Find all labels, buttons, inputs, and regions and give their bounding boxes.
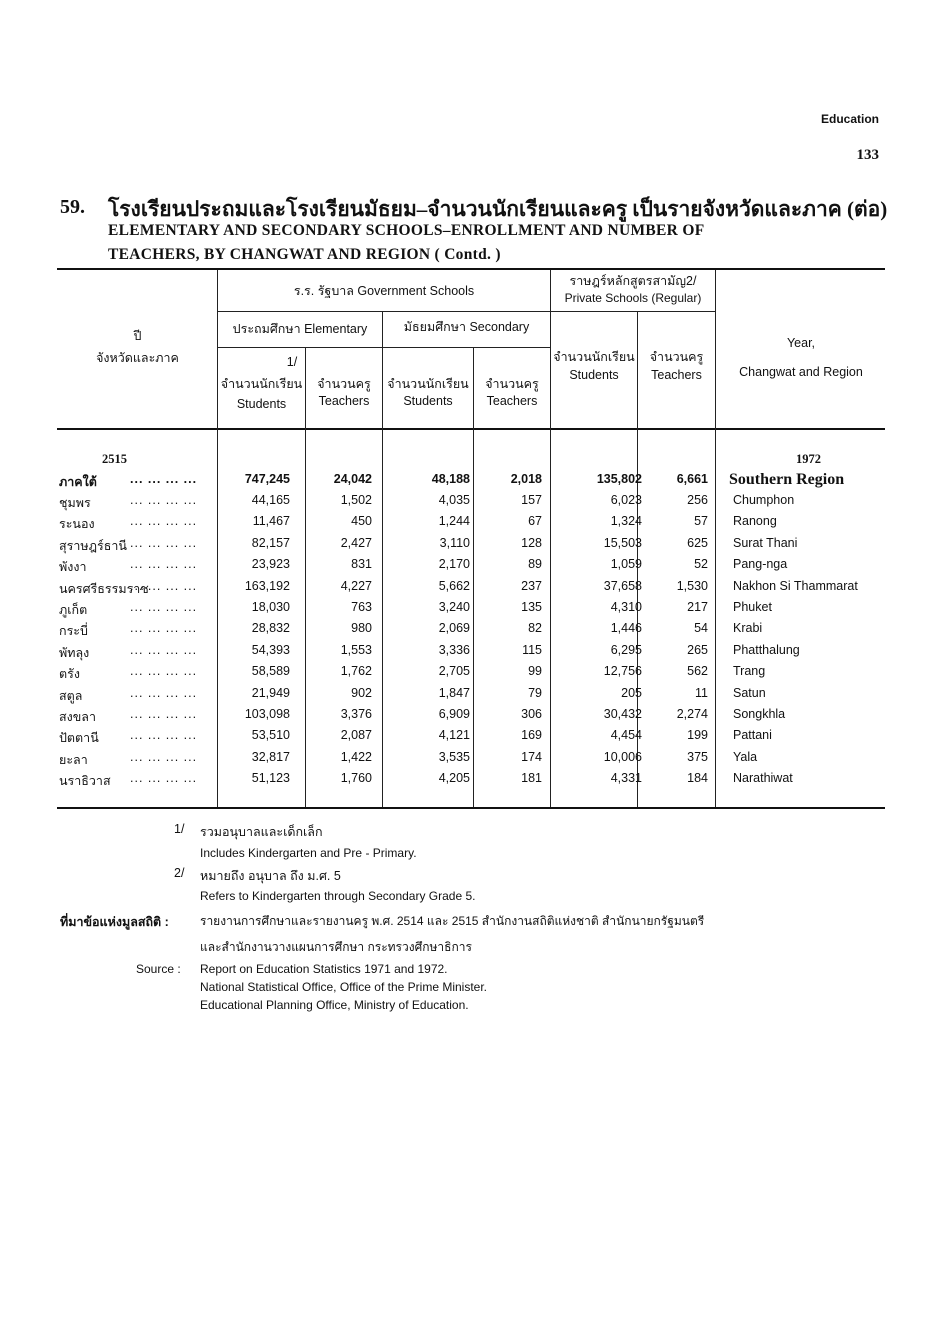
cell-priv-teachers: 375 xyxy=(687,749,708,764)
province-name-th: สงขลา xyxy=(59,710,96,724)
year-row xyxy=(56,452,886,473)
priv-students-th: จำนวนนักเรียน xyxy=(553,350,635,364)
table-title-english-2: TEACHERS, BY CHANGWAT AND REGION ( Contd. ) xyxy=(108,246,501,263)
cell-elem-students: 21,949 xyxy=(251,685,290,700)
table-row xyxy=(56,750,886,771)
cell-elem-teachers: 24,042 xyxy=(333,472,372,486)
leader-dots: ... ... ... ... xyxy=(130,664,198,679)
table-row xyxy=(56,643,886,664)
table-row xyxy=(56,728,886,749)
cell-elem-teachers: 980 xyxy=(351,621,372,636)
cell-priv-students: 4,310 xyxy=(610,600,642,614)
cell-priv-teachers: 52 xyxy=(694,557,708,572)
table-title-thai: โรงเรียนประถมและโรงเรียนมัธยม–จำนวนนักเรียนและครู เป็นรายจังหวัดและภาค (ต่อ) xyxy=(108,197,888,221)
leader-dots: ... ... ... ... xyxy=(130,535,198,550)
cell-sec-students: 3,535 xyxy=(438,749,470,764)
cell-sec-teachers: 89 xyxy=(528,557,542,572)
cell-elem-students: 18,030 xyxy=(251,600,290,614)
cell-sec-students: 48,188 xyxy=(431,472,470,486)
elem-teachers-en: Teachers xyxy=(318,394,370,408)
cell-elem-students: 58,589 xyxy=(251,664,290,679)
cell-sec-teachers: 237 xyxy=(521,578,542,593)
table-top-rule xyxy=(57,268,885,270)
cell-priv-students: 205 xyxy=(621,685,642,700)
cell-elem-teachers: 763 xyxy=(351,600,372,614)
cell-elem-students: 103,098 xyxy=(244,707,290,721)
cell-priv-teachers: 199 xyxy=(687,728,708,743)
leader-dots: ... ... ... ... xyxy=(130,642,198,657)
province-name-en: Phuket xyxy=(733,600,772,614)
province-name-en: Trang xyxy=(733,664,766,679)
cell-sec-teachers: 2,018 xyxy=(510,472,542,486)
cell-sec-students: 6,909 xyxy=(438,707,470,721)
leader-dots: ... ... ... ... xyxy=(130,600,198,614)
cell-sec-students: 1,244 xyxy=(438,514,470,529)
cell-elem-students: 23,923 xyxy=(251,557,290,572)
cell-sec-students: 3,240 xyxy=(438,600,470,614)
province-name-th: สุราษฎร์ธานี xyxy=(59,538,127,553)
leader-dots: ... ... ... ... xyxy=(130,578,198,593)
cell-elem-students: 163,192 xyxy=(244,578,290,593)
province-name-en: Songkhla xyxy=(733,707,786,721)
cell-sec-students: 2,170 xyxy=(438,557,470,572)
province-name-th: นราธิวาส xyxy=(59,774,111,789)
priv-students-en: Students xyxy=(569,368,619,382)
secondary-header: มัธยมศึกษา Secondary xyxy=(403,320,530,334)
year-en: 1972 xyxy=(796,452,821,466)
cell-sec-students: 3,336 xyxy=(438,642,470,657)
leader-dots: ... ... ... ... xyxy=(130,493,198,507)
province-name-th: สตูล xyxy=(59,688,83,703)
cell-elem-teachers: 1,422 xyxy=(340,749,372,764)
cell-priv-teachers: 562 xyxy=(687,664,708,679)
page-number: 133 xyxy=(856,147,879,163)
elementary-header: ประถมศึกษา Elementary xyxy=(232,322,368,336)
cell-sec-teachers: 181 xyxy=(521,771,542,786)
priv-teachers-th: จำนวนครู xyxy=(649,350,704,364)
leader-dots: ... ... ... ... xyxy=(130,514,198,529)
cell-elem-teachers: 2,427 xyxy=(340,535,372,550)
cell-elem-teachers: 1,762 xyxy=(340,664,372,679)
stub-header-changwat-th: จังหวัดและภาค xyxy=(96,351,179,365)
header-bottom-rule xyxy=(57,428,885,430)
province-name-en: Yala xyxy=(733,749,758,764)
cell-sec-teachers: 306 xyxy=(521,707,542,721)
cell-priv-students: 1,324 xyxy=(610,514,642,529)
leader-dots: ... ... ... ... xyxy=(130,749,198,764)
cell-elem-teachers: 2,087 xyxy=(340,728,372,743)
cell-priv-students: 30,432 xyxy=(603,707,642,721)
cell-elem-teachers: 1,760 xyxy=(340,771,372,786)
province-name-th: นครศรีธรรมราช xyxy=(59,581,149,596)
cell-elem-teachers: 831 xyxy=(351,557,372,572)
table-number: 59. xyxy=(60,196,85,218)
footnote-2-thai: หมายถึง อนุบาล ถึง ม.ศ. 5 xyxy=(200,869,341,883)
source-thai-line-1: รายงานการศึกษาและรายงานครู พ.ศ. 2514 และ 2515 สำนักงานสถิติแห่งชาติ สำนักนายกรัฐมนตรี xyxy=(200,914,705,928)
province-name-th: ระนอง xyxy=(59,517,95,532)
cell-sec-students: 4,205 xyxy=(438,771,470,786)
cell-priv-students: 4,331 xyxy=(610,771,642,786)
leader-dots: ... ... ... ... xyxy=(130,557,198,572)
cell-priv-students: 10,006 xyxy=(603,749,642,764)
cell-priv-teachers: 625 xyxy=(687,535,708,550)
private-schools-header-en: Private Schools (Regular) xyxy=(564,291,702,305)
table-row xyxy=(56,579,886,600)
cell-sec-teachers: 67 xyxy=(528,514,542,529)
cell-elem-students: 82,157 xyxy=(251,535,290,550)
sec-students-en: Students xyxy=(403,394,453,408)
table-title-english-1: ELEMENTARY AND SECONDARY SCHOOLS–ENROLLMENT AND NUMBER OF xyxy=(108,222,705,239)
footnote-mark-1: 1/ xyxy=(286,355,298,369)
cell-priv-students: 135,802 xyxy=(596,472,642,486)
province-name-th: ชุมพร xyxy=(59,496,91,510)
cell-elem-students: 51,123 xyxy=(251,771,290,786)
province-name-en: Krabi xyxy=(733,621,763,636)
table-row xyxy=(56,707,886,728)
cell-priv-teachers: 2,274 xyxy=(676,707,708,721)
footnote-2-english: Refers to Kindergarten through Secondary Grade 5. xyxy=(200,889,476,903)
cell-sec-teachers: 128 xyxy=(521,535,542,550)
elem-students-th: จำนวนนักเรียน xyxy=(220,377,303,391)
cell-priv-students: 37,658 xyxy=(603,578,642,593)
cell-elem-students: 53,510 xyxy=(251,728,290,743)
source-thai-label: ที่มาข้อแห่งมูลสถิติ : xyxy=(60,915,169,929)
province-name-en: Phatthalung xyxy=(733,642,800,657)
province-name-th: ยะลา xyxy=(59,752,88,767)
cell-sec-students: 4,035 xyxy=(438,493,470,507)
province-name-th: ปัตตานี xyxy=(59,731,99,746)
leader-dots: ... ... ... ... xyxy=(130,685,198,700)
cell-priv-teachers: 6,661 xyxy=(676,472,708,486)
cell-sec-teachers: 115 xyxy=(522,642,542,657)
leader-dots: ... ... ... ... xyxy=(130,472,198,486)
cell-priv-teachers: 57 xyxy=(694,514,708,529)
cell-sec-teachers: 82 xyxy=(528,621,542,636)
region-row xyxy=(56,472,886,493)
cell-priv-teachers: 54 xyxy=(694,621,708,636)
source-thai-line-2: และสำนักงานวางแผนการศึกษา กระทรวงศึกษาธิการ xyxy=(200,940,472,954)
gov-schools-header: ร.ร. รัฐบาล Government Schools xyxy=(293,284,475,298)
cell-priv-students: 1,059 xyxy=(610,557,642,572)
leader-dots: ... ... ... ... xyxy=(130,707,198,721)
cell-priv-students: 1,446 xyxy=(610,621,642,636)
footnote-2-mark: 2/ xyxy=(174,866,185,880)
cell-sec-teachers: 174 xyxy=(521,749,542,764)
province-name-en: Surat Thani xyxy=(733,535,798,550)
header-divider xyxy=(217,311,715,312)
cell-priv-students: 12,756 xyxy=(603,664,642,679)
table-row xyxy=(56,536,886,557)
table-row xyxy=(56,514,886,535)
cell-sec-students: 3,110 xyxy=(439,535,470,550)
province-name-th: พังงา xyxy=(59,560,87,575)
leader-dots: ... ... ... ... xyxy=(130,771,198,786)
footnote-1-thai: รวมอนุบาลและเด็กเล็ก xyxy=(200,825,323,839)
table-row xyxy=(56,600,886,621)
header-divider xyxy=(217,347,550,348)
province-name-en: Pang-nga xyxy=(733,557,788,572)
elem-teachers-th: จำนวนครู xyxy=(317,377,371,391)
elem-students-en: Students xyxy=(236,397,287,411)
province-name-en: Narathiwat xyxy=(733,771,793,786)
leader-dots: ... ... ... ... xyxy=(130,621,198,636)
stub-header-changwat-en: Changwat and Region xyxy=(739,365,863,379)
table-bottom-rule xyxy=(57,807,885,809)
sec-teachers-th: จำนวนครู xyxy=(485,377,539,391)
cell-elem-teachers: 1,553 xyxy=(340,642,372,657)
cell-priv-teachers: 11 xyxy=(695,685,708,700)
cell-priv-teachers: 217 xyxy=(687,600,708,614)
cell-elem-teachers: 450 xyxy=(351,514,372,529)
province-name-en: Pattani xyxy=(733,728,772,743)
cell-elem-teachers: 4,227 xyxy=(340,578,372,593)
province-name-th: พัทลุง xyxy=(59,645,90,660)
province-name-th: ภูเก็ต xyxy=(59,603,88,617)
stub-header-year-th: ปี xyxy=(133,329,142,343)
cell-sec-teachers: 157 xyxy=(521,493,542,507)
province-name-en: Satun xyxy=(733,685,766,700)
leader-dots: ... ... ... ... xyxy=(130,728,198,743)
cell-sec-students: 1,847 xyxy=(438,685,470,700)
table-row xyxy=(56,557,886,578)
cell-elem-students: 54,393 xyxy=(251,642,290,657)
province-name-en: Ranong xyxy=(733,514,777,529)
cell-priv-teachers: 265 xyxy=(687,642,708,657)
footnote-1-english: Includes Kindergarten and Pre - Primary. xyxy=(200,846,417,860)
cell-elem-teachers: 902 xyxy=(351,685,372,700)
region-name-th: ภาคใต้ xyxy=(59,475,97,489)
province-name-th: ตรัง xyxy=(59,667,80,682)
private-schools-header-th: ราษฎร์หลักสูตรสามัญ2/ xyxy=(569,274,697,288)
province-name-th: กระบี่ xyxy=(59,624,88,639)
cell-priv-students: 15,503 xyxy=(603,535,642,550)
cell-sec-students: 4,121 xyxy=(438,728,470,743)
table-row xyxy=(56,664,886,685)
cell-elem-teachers: 1,502 xyxy=(340,493,372,507)
cell-elem-students: 28,832 xyxy=(251,621,290,636)
table-row xyxy=(56,771,886,792)
footnote-1-mark: 1/ xyxy=(174,822,185,836)
sec-teachers-en: Teachers xyxy=(486,394,538,408)
cell-sec-students: 5,662 xyxy=(438,578,470,593)
table-row xyxy=(56,493,886,514)
cell-priv-students: 6,295 xyxy=(610,642,642,657)
cell-priv-students: 4,454 xyxy=(610,728,642,743)
region-name-en: Southern Region xyxy=(729,471,845,488)
source-english-line-2: National Statistical Office, Office of the Prime Minister. xyxy=(200,980,488,994)
province-name-en: Nakhon Si Thammarat xyxy=(733,578,858,593)
cell-sec-students: 2,069 xyxy=(438,621,470,636)
cell-elem-teachers: 3,376 xyxy=(340,707,372,721)
year-th: 2515 xyxy=(102,452,127,466)
province-name-en: Chumphon xyxy=(733,493,795,507)
cell-elem-students: 747,245 xyxy=(244,472,290,486)
cell-priv-teachers: 256 xyxy=(687,493,708,507)
cell-sec-teachers: 79 xyxy=(528,685,542,700)
cell-priv-teachers: 1,530 xyxy=(676,578,708,593)
cell-sec-teachers: 99 xyxy=(528,664,542,679)
cell-priv-teachers: 184 xyxy=(687,771,708,786)
cell-elem-students: 32,817 xyxy=(251,749,290,764)
source-english-line-3: Educational Planning Office, Ministry of Education. xyxy=(200,998,469,1012)
stub-header-year-en: Year, xyxy=(786,336,816,350)
cell-priv-students: 6,023 xyxy=(610,493,642,507)
cell-elem-students: 11,467 xyxy=(252,514,290,529)
cell-sec-students: 2,705 xyxy=(438,664,470,679)
source-english-label: Source : xyxy=(136,962,181,976)
table-row xyxy=(56,621,886,642)
table-row xyxy=(56,686,886,707)
cell-sec-teachers: 169 xyxy=(521,728,542,743)
cell-sec-teachers: 135 xyxy=(521,600,542,614)
source-english-line-1: Report on Education Statistics 1971 and 1972. xyxy=(200,962,448,976)
section-label: Education xyxy=(820,112,879,126)
priv-teachers-en: Teachers xyxy=(651,368,702,382)
sec-students-th: จำนวนนักเรียน xyxy=(387,377,469,391)
cell-elem-students: 44,165 xyxy=(251,493,290,507)
